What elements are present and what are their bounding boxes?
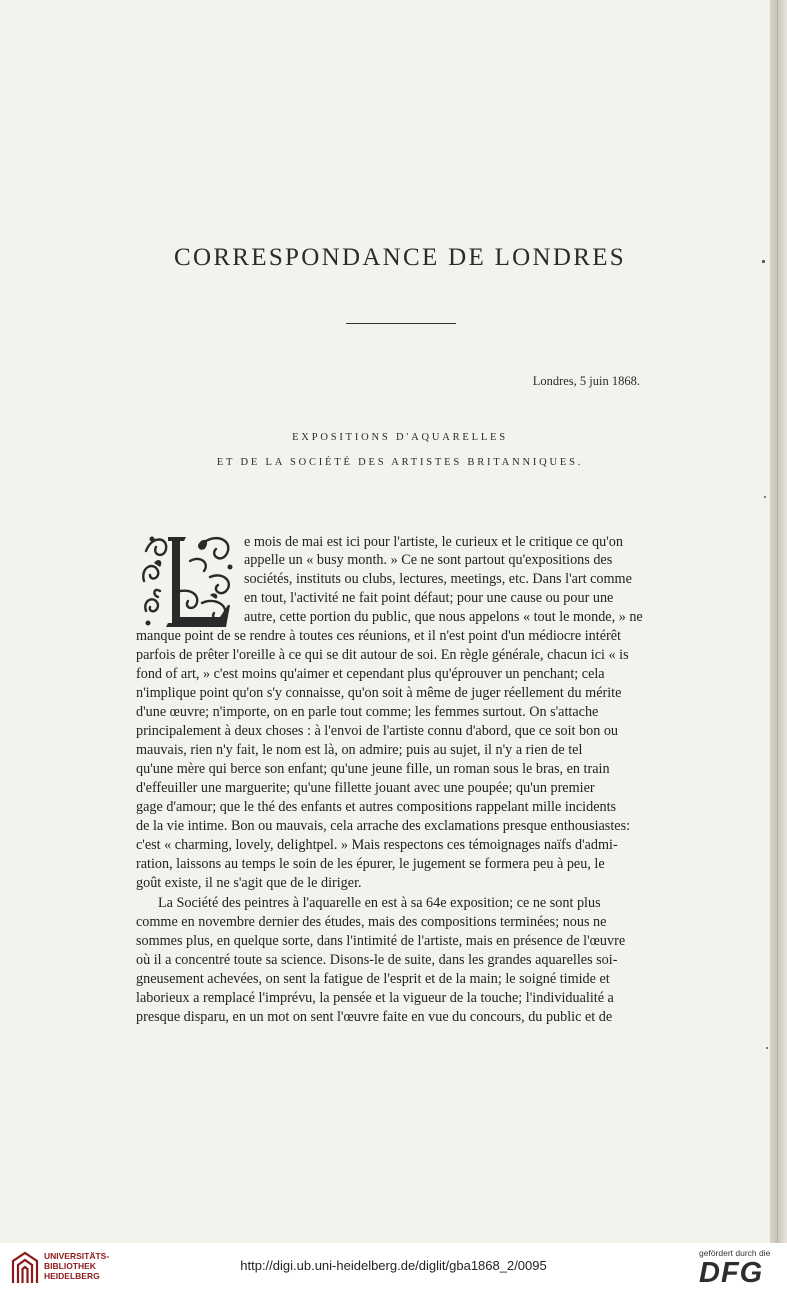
paragraph-line: manque point de se rendre à toutes ces réunions, et il n'est point d'un médiocre intérêt bbox=[136, 628, 621, 644]
page-edge bbox=[770, 0, 787, 1243]
subheading-line-1: EXPOSITIONS D'AQUARELLES bbox=[292, 432, 508, 443]
article-title: CORRESPONDANCE DE LONDRES bbox=[174, 244, 626, 271]
speck bbox=[766, 1047, 768, 1049]
page-edge-line bbox=[777, 0, 778, 1243]
paragraph-line: gneusement achevées, on sent la fatigue de l'esprit et de la main; le soigné timide et bbox=[136, 971, 610, 987]
dfg-logo: DFG bbox=[699, 1257, 764, 1289]
funding-label: gefördert durch die bbox=[699, 1248, 771, 1258]
ornamental-drop-cap bbox=[140, 531, 236, 631]
paragraph-line: sociétés, instituts ou clubs, lectures, meetings, etc. Dans l'art comme bbox=[244, 571, 632, 587]
paragraph-line: d'une œuvre; n'importe, on en parle tout comme; les femmes surtout. On s'attache bbox=[136, 704, 599, 720]
paragraph-line: mauvais, rien n'y fait, le nom est là, on admire; puis au sujet, il n'y a rien de tel bbox=[136, 742, 583, 758]
paragraph-line: ration, laissons au temps le soin de les épurer, le jugement se formera peu à peu, le bbox=[136, 856, 605, 872]
paragraph-line: où il a concentré toute sa science. Disons-le de suite, dans les grandes aquarelles soi- bbox=[136, 952, 618, 968]
paragraph-line: sommes plus, en quelque sorte, dans l'intimité de l'artiste, mais en présence de l'œuvre bbox=[136, 933, 626, 949]
paragraph-line: de la vie intime. Bon ou mauvais, cela arrache des exclamations presque enthousiastes: bbox=[136, 818, 631, 834]
paragraph-line: n'implique point qu'on s'y connaisse, qu'on soit à même de juger réellement du mérite bbox=[136, 685, 622, 701]
paragraph-line: gage d'amour; que le thé des enfants et autres compositions rappelant mille incidents bbox=[136, 799, 617, 815]
paragraph-line: principalement à deux choses : à l'envoi de l'artiste connu d'abord, que ce soit bon ou bbox=[136, 723, 619, 739]
dateline: Londres, 5 juin 1868. bbox=[532, 374, 640, 388]
paragraph-line: La Société des peintres à l'aquarelle en est à sa 64e exposition; ce ne sont plus bbox=[158, 895, 601, 911]
title-rule bbox=[346, 323, 456, 324]
library-name-line: BIBLIOTHEK bbox=[44, 1261, 96, 1271]
speck bbox=[764, 496, 766, 498]
paragraph-line: fond of art, » c'est moins qu'aimer et cependant plus qu'éprouver un penchant; cela bbox=[136, 666, 605, 682]
paragraph-line: comme en novembre dernier des études, mais des compositions terminées; nous ne bbox=[136, 914, 607, 930]
paragraph-line: goût existe, il ne s'agit que de le diriger. bbox=[136, 875, 362, 891]
paragraph-line: e mois de mai est ici pour l'artiste, le curieux et le critique ce qu'on bbox=[244, 534, 623, 550]
paragraph-line: laborieux a remplacé l'imprévu, la pensée et la vigueur de la touche; l'individualité a bbox=[136, 990, 614, 1006]
paragraph-line: d'effeuiller une marguerite; qu'une fillette jouant avec une poupée; qu'un premier bbox=[136, 780, 595, 796]
library-name-line: UNIVERSITÄTS- bbox=[44, 1251, 110, 1261]
paragraph-line: autre, cette portion du public, que nous appelons « tout le monde, » ne bbox=[244, 609, 643, 625]
paragraph-line: parfois de prêter l'oreille à ce qui se dit autour de soi. En règle générale, chacun ici « is bbox=[136, 647, 629, 663]
permalink-url[interactable]: http://digi.ub.uni-heidelberg.de/diglit/gba1868_2/0095 bbox=[240, 1258, 547, 1273]
subheading-line-2: ET DE LA SOCIÉTÉ DES ARTISTES BRITANNIQUES. bbox=[216, 457, 584, 468]
paragraph-line: presque disparu, en un mot on sent l'œuvre faite en vue du concours, du public et de bbox=[136, 1009, 613, 1025]
paragraph-line: c'est « charming, lovely, delightpel. » Mais respectons ces témoignages naïfs d'admi- bbox=[136, 837, 618, 853]
paragraph-line: qu'une mère qui berce son enfant; qu'une jeune fille, un roman sous le bras, en train bbox=[136, 761, 610, 777]
paragraph-line: en tout, l'activité ne fait point défaut; pour une cause ou pour une bbox=[244, 590, 614, 606]
paragraph-line: appelle un « busy month. » Ce ne sont partout qu'expositions des bbox=[244, 552, 613, 568]
library-name-line: HEIDELBERG bbox=[44, 1271, 100, 1281]
